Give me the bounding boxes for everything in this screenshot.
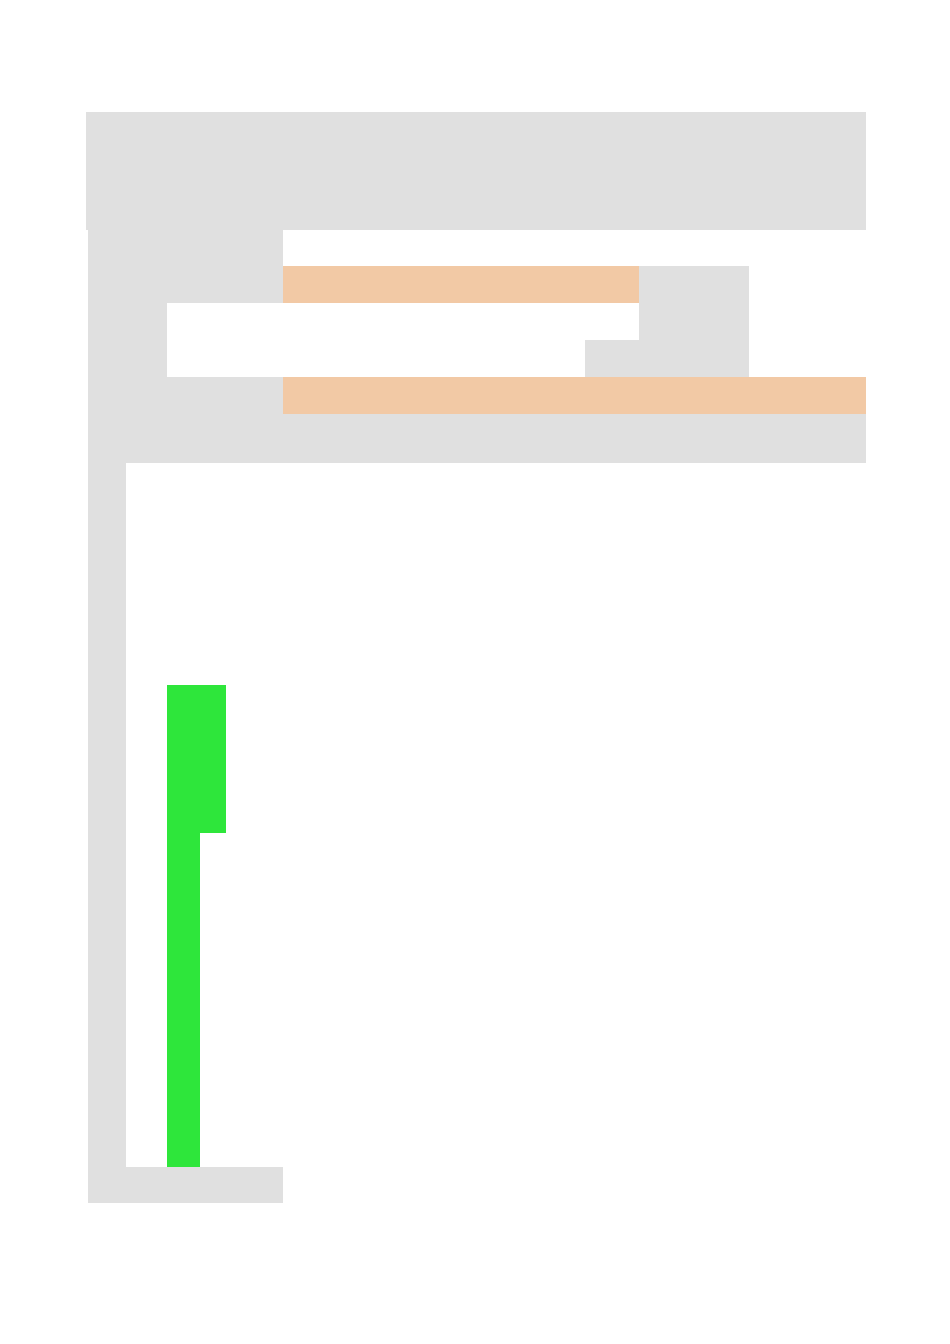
subcontract-unit-value[interactable] bbox=[167, 340, 585, 377]
project-manager-label bbox=[639, 303, 749, 340]
general-items-label bbox=[88, 463, 126, 1167]
supervisor-label-2 bbox=[763, 436, 787, 456]
unit-project-value[interactable] bbox=[283, 230, 781, 266]
construction-unit-value[interactable] bbox=[167, 303, 639, 340]
subcontract-manager-label bbox=[585, 340, 749, 377]
footer-left bbox=[88, 1167, 283, 1203]
team-leader-label bbox=[667, 1167, 781, 1203]
page-subtitle bbox=[86, 148, 866, 170]
subcontract-unit-label bbox=[88, 340, 167, 377]
unit-project-label bbox=[88, 230, 283, 266]
standard-code bbox=[86, 171, 866, 195]
acceptance-part-value[interactable] bbox=[749, 266, 781, 303]
roman-label bbox=[440, 205, 520, 227]
project-manager-value[interactable] bbox=[749, 303, 781, 340]
foreman-value[interactable] bbox=[476, 1167, 667, 1203]
foreman-label bbox=[283, 1167, 476, 1203]
form-code bbox=[700, 205, 776, 227]
sub-project-label bbox=[88, 266, 283, 303]
check-header bbox=[476, 414, 749, 463]
page-title bbox=[86, 122, 866, 148]
acceptance-part-label bbox=[639, 266, 749, 303]
tolerance-group-label bbox=[167, 685, 200, 1167]
spec-header bbox=[88, 414, 476, 463]
vertical-group-label bbox=[200, 685, 226, 833]
standard-label bbox=[88, 377, 283, 414]
item-7-no bbox=[126, 685, 167, 1167]
subcontract-manager-value[interactable] bbox=[749, 340, 781, 377]
sub-project-value[interactable] bbox=[283, 266, 639, 303]
standard-value bbox=[283, 377, 866, 414]
construction-unit-label bbox=[88, 303, 167, 340]
